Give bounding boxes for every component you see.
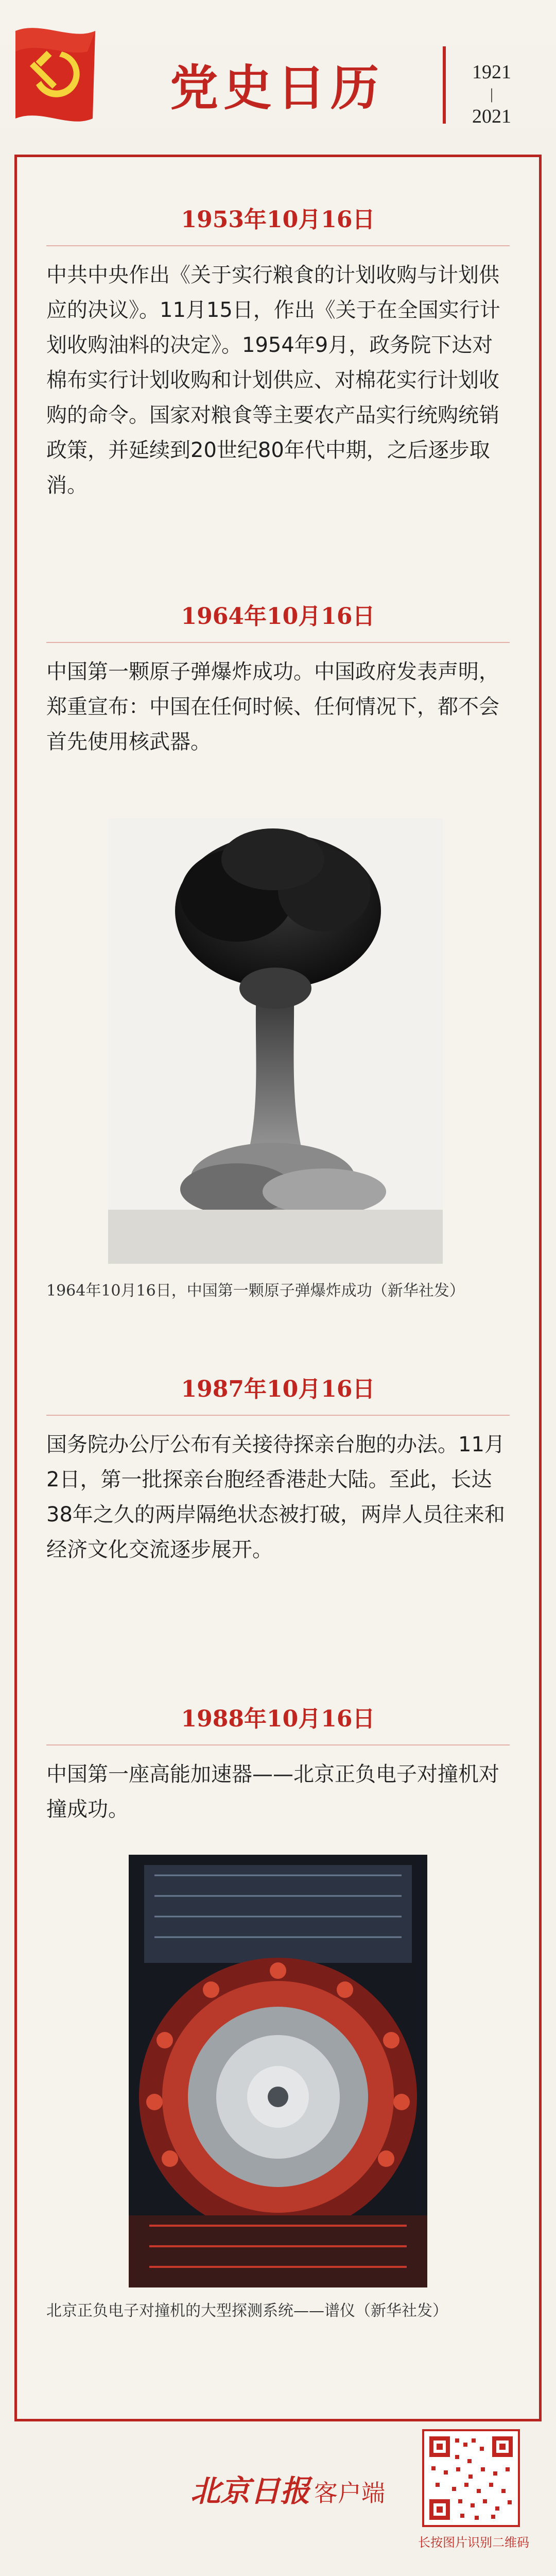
calendar-entry <box>46 598 510 759</box>
date-divider <box>46 1744 510 1745</box>
date-divider <box>46 642 510 643</box>
entry-text: 国务院办公厅公布有关接待探亲台胞的办法。11月2日，第一批探亲台胞经香港赴大陆。至此，长达38年之久的两岸隔绝状态被打破，两岸人员往来和经济文化交流逐步展开。 <box>46 1433 505 1562</box>
year-range <box>463 59 520 129</box>
footer-logo-name: 北京日报 <box>190 2473 310 2509</box>
date-divider <box>46 1415 510 1416</box>
atomic-bomb-photo <box>108 818 443 1264</box>
entry-date: 1987年10月16日 <box>181 1376 375 1402</box>
photo-caption-block <box>46 1278 510 1304</box>
entry-text: 中国第一座高能加速器——北京正负电子对撞机对撞成功。 <box>46 1762 499 1821</box>
party-flag-icon <box>10 21 98 129</box>
entry-text: 中国第一颗原子弹爆炸成功。中国政府发表声明，郑重宣布：中国在任何时候、任何情况下，都不会首先使用核武器。 <box>46 660 499 754</box>
photo-caption: 1964年10月16日，中国第一颗原子弹爆炸成功（新华社发） <box>46 1282 465 1300</box>
footer-logo[interactable] <box>190 2467 385 2510</box>
entry-date: 1964年10月16日 <box>181 603 375 630</box>
calendar-entry <box>46 201 510 503</box>
qr-label: 长按图片识别二维码 <box>418 2535 529 2550</box>
year-separator: | <box>490 86 493 103</box>
photo-caption: 北京正负电子对撞机的大型探测系统——谱仪（新华社发） <box>46 2302 448 2320</box>
page-header <box>0 0 556 155</box>
entry-date: 1953年10月16日 <box>181 207 375 233</box>
collider-photo <box>129 1855 427 2287</box>
page-title: 党史日历 <box>170 60 385 116</box>
entry-text: 中共中央作出《关于实行粮食的计划收购与计划供应的决议》。11月15日，作出《关于在全国实行计划收购油料的决定》。1954年9月，政务院下达对棉布实行计划收购和计划供应、对棉花实行计划收购的命令。国家对粮食等主要农产品实行统购统销政策，并延续到20世纪80年代中期，之后逐步取消。 <box>46 263 500 497</box>
calendar-entry <box>46 1700 510 1827</box>
qr-code-icon[interactable] <box>422 2429 520 2527</box>
date-divider <box>46 245 510 246</box>
year-end: 2021 <box>472 106 511 127</box>
photo-caption-block <box>46 2298 510 2325</box>
footer-logo-suffix: 客户端 <box>314 2479 386 2507</box>
year-start: 1921 <box>472 61 511 83</box>
calendar-entry <box>46 1370 510 1567</box>
title-divider <box>443 46 446 124</box>
entry-date: 1988年10月16日 <box>181 1706 375 1732</box>
